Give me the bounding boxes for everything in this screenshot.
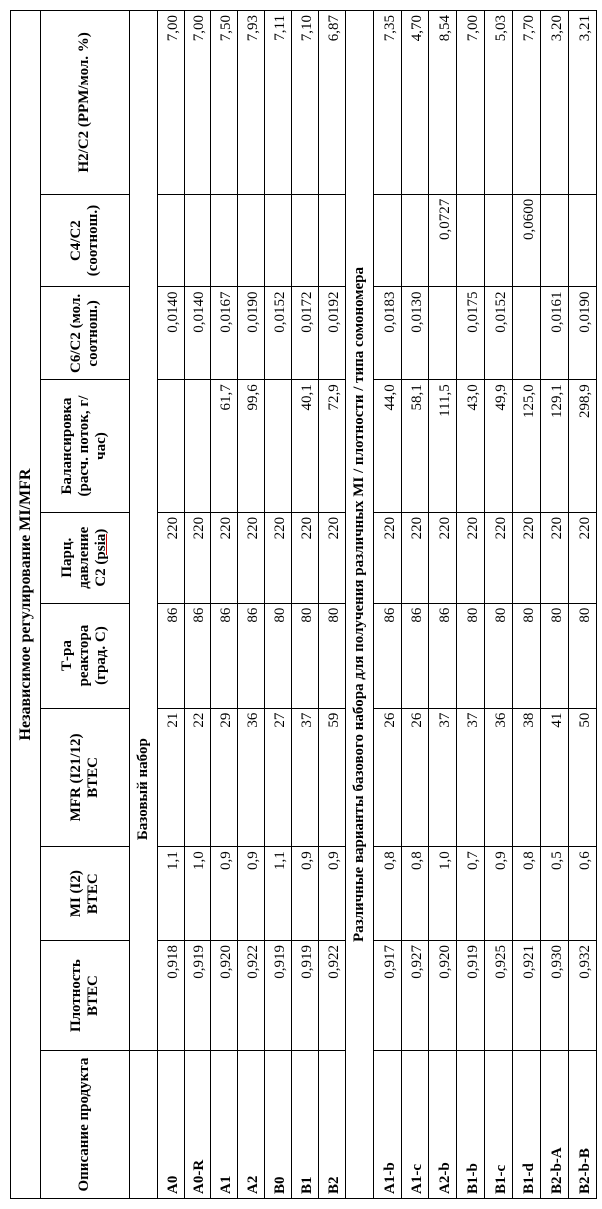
cell-density: 0,917 xyxy=(373,941,401,1051)
cell-h2c2: 7,00 xyxy=(457,11,485,195)
cell-mfr: 29 xyxy=(211,708,238,847)
cell-h2c2: 7,70 xyxy=(513,11,541,195)
cell-mfr: 27 xyxy=(265,708,292,847)
cell-mfr: 37 xyxy=(429,708,457,847)
cell-c6c2 xyxy=(429,287,457,380)
row-code: B0 xyxy=(265,1051,292,1199)
cell-mi: 0,9 xyxy=(238,847,265,941)
table-title: Независимое регулирование MI/MFR xyxy=(11,11,41,1199)
cell-temp: 80 xyxy=(513,603,541,708)
cell-density: 0,932 xyxy=(568,941,596,1051)
cell-balance: 125,0 xyxy=(513,380,541,513)
table-row xyxy=(401,11,429,1199)
cell-mi: 0,9 xyxy=(211,847,238,941)
cell-pressure: 220 xyxy=(238,512,265,603)
row-code: A2-b xyxy=(429,1051,457,1199)
header-mi: MI (I2) BTEC xyxy=(40,847,129,941)
section-base-row xyxy=(129,11,157,1199)
cell-temp: 80 xyxy=(265,603,292,708)
cell-temp: 86 xyxy=(184,603,211,708)
row-code: A1-b xyxy=(373,1051,401,1199)
row-code: B2 xyxy=(318,1051,345,1199)
cell-balance: 99,6 xyxy=(238,380,265,513)
cell-mi: 0,7 xyxy=(457,847,485,941)
cell-mi: 0,8 xyxy=(373,847,401,941)
cell-h2c2: 7,00 xyxy=(157,11,184,195)
cell-pressure: 220 xyxy=(457,512,485,603)
cell-balance: 43,0 xyxy=(457,380,485,513)
cell-c6c2: 0,0192 xyxy=(318,287,345,380)
cell-mi: 1,1 xyxy=(265,847,292,941)
header-pressure-prefix: Парц. давление С2 ( xyxy=(59,527,109,589)
cell-c4c2 xyxy=(292,194,319,287)
cell-temp: 86 xyxy=(401,603,429,708)
row-code: B2-b-A xyxy=(540,1051,568,1199)
cell-c6c2: 0,0161 xyxy=(540,287,568,380)
cell-balance: 40,1 xyxy=(292,380,319,513)
cell-c4c2 xyxy=(485,194,513,287)
row-code: A0-R xyxy=(184,1051,211,1199)
cell-h2c2: 6,87 xyxy=(318,11,345,195)
header-description: Описание продукта xyxy=(40,1051,129,1199)
cell-c4c2 xyxy=(184,194,211,287)
table-row xyxy=(184,11,211,1199)
table-row xyxy=(513,11,541,1199)
cell-h2c2: 7,10 xyxy=(292,11,319,195)
header-c4c2: С4/С2 (соотнош.) xyxy=(40,194,129,287)
cell-balance: 49,9 xyxy=(485,380,513,513)
table-row xyxy=(457,11,485,1199)
cell-mi: 0,9 xyxy=(292,847,319,941)
header-pressure-suffix: ) xyxy=(93,529,109,534)
cell-mfr: 38 xyxy=(513,708,541,847)
table-row xyxy=(157,11,184,1199)
table-row xyxy=(265,11,292,1199)
cell-density: 0,920 xyxy=(211,941,238,1051)
table-row xyxy=(238,11,265,1199)
cell-c6c2: 0,0172 xyxy=(292,287,319,380)
cell-mi: 0,8 xyxy=(513,847,541,941)
cell-balance: 298,9 xyxy=(568,380,596,513)
cell-pressure: 220 xyxy=(184,512,211,603)
row-code: B1-b xyxy=(457,1051,485,1199)
cell-c6c2: 0,0152 xyxy=(485,287,513,380)
cell-temp: 86 xyxy=(157,603,184,708)
cell-mi: 1,0 xyxy=(429,847,457,941)
cell-mfr: 41 xyxy=(540,708,568,847)
cell-c6c2: 0,0140 xyxy=(184,287,211,380)
cell-density: 0,925 xyxy=(485,941,513,1051)
cell-mfr: 36 xyxy=(238,708,265,847)
cell-pressure: 220 xyxy=(292,512,319,603)
cell-balance: 72,9 xyxy=(318,380,345,513)
cell-pressure: 220 xyxy=(157,512,184,603)
table-row xyxy=(211,11,238,1199)
cell-pressure: 220 xyxy=(485,512,513,603)
cell-mfr: 36 xyxy=(485,708,513,847)
cell-c4c2 xyxy=(211,194,238,287)
cell-pressure: 220 xyxy=(568,512,596,603)
cell-temp: 86 xyxy=(429,603,457,708)
cell-mfr: 22 xyxy=(184,708,211,847)
cell-h2c2: 7,93 xyxy=(238,11,265,195)
cell-c6c2: 0,0175 xyxy=(457,287,485,380)
cell-density: 0,919 xyxy=(292,941,319,1051)
cell-temp: 80 xyxy=(292,603,319,708)
cell-c4c2 xyxy=(157,194,184,287)
cell-c4c2 xyxy=(373,194,401,287)
table-wrapper xyxy=(10,10,597,1199)
row-code: A1 xyxy=(211,1051,238,1199)
table-row xyxy=(318,11,345,1199)
cell-pressure: 220 xyxy=(318,512,345,603)
cell-h2c2: 3,20 xyxy=(540,11,568,195)
cell-pressure: 220 xyxy=(373,512,401,603)
row-code: B1 xyxy=(292,1051,319,1199)
header-density: Плотность BTEC xyxy=(40,941,129,1051)
row-code: A2 xyxy=(238,1051,265,1199)
cell-temp: 86 xyxy=(211,603,238,708)
cell-temp: 80 xyxy=(457,603,485,708)
cell-c4c2 xyxy=(265,194,292,287)
row-code: A1-c xyxy=(401,1051,429,1199)
cell-c4c2 xyxy=(238,194,265,287)
cell-c4c2 xyxy=(401,194,429,287)
cell-temp: 80 xyxy=(568,603,596,708)
cell-c6c2 xyxy=(513,287,541,380)
rotated-table-frame xyxy=(10,10,602,597)
cell-density: 0,921 xyxy=(513,941,541,1051)
table-row xyxy=(429,11,457,1199)
header-mfr: MFR (I21/12) BTEC xyxy=(40,708,129,847)
cell-c6c2: 0,0167 xyxy=(211,287,238,380)
title-row xyxy=(11,11,41,1199)
header-temp: Т-ра реактора (град. С) xyxy=(40,603,129,708)
cell-density: 0,920 xyxy=(429,941,457,1051)
table-row xyxy=(373,11,401,1199)
cell-mi: 0,9 xyxy=(485,847,513,941)
cell-temp: 80 xyxy=(485,603,513,708)
cell-h2c2: 7,00 xyxy=(184,11,211,195)
cell-pressure: 220 xyxy=(540,512,568,603)
cell-temp: 86 xyxy=(238,603,265,708)
cell-balance: 129,1 xyxy=(540,380,568,513)
cell-mfr: 37 xyxy=(292,708,319,847)
cell-mfr: 21 xyxy=(157,708,184,847)
cell-mi: 0,5 xyxy=(540,847,568,941)
cell-h2c2: 3,21 xyxy=(568,11,596,195)
table-row xyxy=(485,11,513,1199)
cell-h2c2: 7,11 xyxy=(265,11,292,195)
cell-mfr: 50 xyxy=(568,708,596,847)
cell-density: 0,922 xyxy=(238,941,265,1051)
cell-pressure: 220 xyxy=(401,512,429,603)
cell-balance: 44,0 xyxy=(373,380,401,513)
header-pressure xyxy=(40,512,129,603)
cell-density: 0,927 xyxy=(401,941,429,1051)
cell-pressure: 220 xyxy=(513,512,541,603)
cell-c4c2 xyxy=(568,194,596,287)
section-base-label: Базовый набор xyxy=(129,11,157,1051)
cell-temp: 80 xyxy=(540,603,568,708)
cell-c4c2: 0,0727 xyxy=(429,194,457,287)
cell-c4c2 xyxy=(318,194,345,287)
cell-mfr: 26 xyxy=(373,708,401,847)
cell-density: 0,919 xyxy=(265,941,292,1051)
table-row xyxy=(540,11,568,1199)
cell-mfr: 59 xyxy=(318,708,345,847)
cell-h2c2: 5,03 xyxy=(485,11,513,195)
cell-h2c2: 4,70 xyxy=(401,11,429,195)
cell-balance: 111,5 xyxy=(429,380,457,513)
header-balance: Балансировка (расч. поток, г/час) xyxy=(40,380,129,513)
cell-mi: 1,0 xyxy=(184,847,211,941)
cell-c6c2: 0,0190 xyxy=(568,287,596,380)
cell-balance xyxy=(265,380,292,513)
cell-temp: 86 xyxy=(373,603,401,708)
cell-pressure: 220 xyxy=(429,512,457,603)
table-row xyxy=(568,11,596,1199)
header-row xyxy=(40,11,129,1199)
cell-h2c2: 8,54 xyxy=(429,11,457,195)
row-code: A0 xyxy=(157,1051,184,1199)
cell-h2c2: 7,35 xyxy=(373,11,401,195)
cell-mi: 1,1 xyxy=(157,847,184,941)
cell-mfr: 37 xyxy=(457,708,485,847)
cell-temp: 80 xyxy=(318,603,345,708)
header-c6c2: С6/С2 (мол. соотнош.) xyxy=(40,287,129,380)
row-code: B2-b-B xyxy=(568,1051,596,1199)
table-body xyxy=(11,11,597,1199)
section-variants-label: Различные варианты базового набора для получения различных MI / плотности / типа сомономера xyxy=(345,11,373,1199)
cell-density: 0,930 xyxy=(540,941,568,1051)
cell-pressure: 220 xyxy=(265,512,292,603)
cell-c6c2: 0,0190 xyxy=(238,287,265,380)
cell-balance xyxy=(184,380,211,513)
cell-density: 0,918 xyxy=(157,941,184,1051)
row-code: B1-c xyxy=(485,1051,513,1199)
data-table xyxy=(10,10,597,1199)
cell-mi: 0,9 xyxy=(318,847,345,941)
table-row xyxy=(292,11,319,1199)
header-pressure-unit: psia xyxy=(93,534,109,560)
cell-balance: 58,1 xyxy=(401,380,429,513)
cell-mi: 0,6 xyxy=(568,847,596,941)
section-variants-row xyxy=(345,11,373,1199)
cell-density: 0,922 xyxy=(318,941,345,1051)
cell-h2c2: 7,50 xyxy=(211,11,238,195)
cell-c6c2: 0,0130 xyxy=(401,287,429,380)
cell-c4c2: 0,0600 xyxy=(513,194,541,287)
cell-mi: 0,8 xyxy=(401,847,429,941)
cell-balance xyxy=(157,380,184,513)
cell-c6c2: 0,0152 xyxy=(265,287,292,380)
cell-c6c2: 0,0140 xyxy=(157,287,184,380)
section-spacer xyxy=(129,1051,157,1199)
cell-c6c2: 0,0183 xyxy=(373,287,401,380)
cell-density: 0,919 xyxy=(184,941,211,1051)
row-code: B1-d xyxy=(513,1051,541,1199)
cell-mfr: 26 xyxy=(401,708,429,847)
header-h2c2: Н2/С2 (PPM/мол. %) xyxy=(40,11,129,195)
cell-c4c2 xyxy=(540,194,568,287)
cell-c4c2 xyxy=(457,194,485,287)
cell-pressure: 220 xyxy=(211,512,238,603)
cell-balance: 61,7 xyxy=(211,380,238,513)
cell-density: 0,919 xyxy=(457,941,485,1051)
